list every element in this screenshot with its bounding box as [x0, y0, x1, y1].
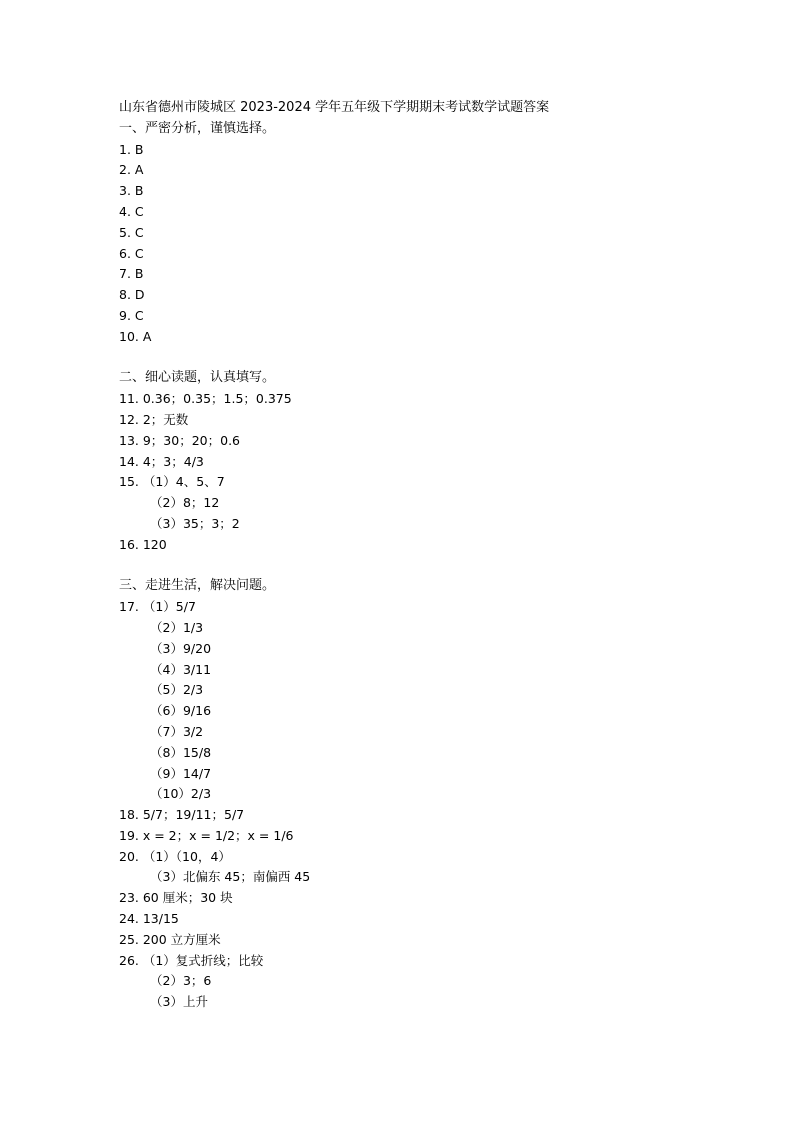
answer-20-1: 20. （1）（10，4） [119, 848, 231, 864]
answer-15-1: 15. （1）4、5、7 [119, 474, 225, 490]
answer-3: 3. B [119, 183, 144, 199]
answer-5: 5. C [119, 224, 144, 240]
section-3-heading: 三、走进生活，解决问题。 [119, 578, 276, 594]
answer-key [119, 98, 719, 1013]
spacer [119, 348, 719, 369]
answer-12: 12. 2；无数 [119, 411, 189, 427]
answer-26-2: （2）3；6 [150, 973, 212, 989]
answer-7: 7. B [119, 266, 144, 282]
answer-16: 16. 120 [119, 536, 167, 552]
answer-25: 25. 200 立方厘米 [119, 931, 221, 947]
answer-17-5: （5）2/3 [150, 682, 204, 698]
answer-17-1: 17. （1）5/7 [119, 599, 196, 615]
answer-17-2: （2）1/3 [150, 619, 204, 635]
answer-24: 24. 13/15 [119, 911, 179, 927]
answer-17-4: （4）3/11 [150, 661, 212, 677]
answer-13: 13. 9；30；20；0.6 [119, 432, 240, 448]
answer-17-8: （8）15/8 [150, 744, 212, 760]
answer-23: 23. 60 厘米；30 块 [119, 890, 233, 906]
answer-4: 4. C [119, 203, 144, 219]
answer-6: 6. C [119, 245, 144, 261]
answer-15-2: （2）8；12 [150, 495, 220, 511]
answer-8: 8. D [119, 287, 145, 303]
answer-10: 10. A [119, 328, 152, 344]
section-2-heading: 二、细心读题，认真填写。 [119, 370, 276, 386]
answer-18: 18. 5/7；19/11；5/7 [119, 807, 245, 823]
answer-26-3: （3）上升 [150, 994, 208, 1010]
answer-15-3: （3）35；3；2 [150, 515, 240, 531]
section-1-heading: 一、严密分析，谨慎选择。 [119, 120, 276, 136]
answer-17-9: （9）14/7 [150, 765, 212, 781]
answer-11: 11. 0.36；0.35；1.5；0.375 [119, 391, 292, 407]
answer-17-10: （10）2/3 [150, 786, 212, 802]
answer-1: 1. B [119, 141, 144, 157]
document-title: 山东省德州市陵城区 2023-2024 学年五年级下学期期末考试数学试题答案 [119, 100, 550, 115]
answer-26-1: 26. （1）复式折线；比较 [119, 952, 264, 968]
answer-17-3: （3）9/20 [150, 640, 212, 656]
answer-17-6: （6）9/16 [150, 703, 212, 719]
answer-9: 9. C [119, 307, 144, 323]
answer-2: 2. A [119, 162, 144, 178]
answer-19: 19. x = 2；x = 1/2；x = 1/6 [119, 827, 294, 843]
answer-20-3: （3）北偏东 45；南偏西 45 [150, 869, 311, 885]
answer-14: 14. 4；3；4/3 [119, 453, 204, 469]
spacer [119, 556, 719, 577]
answer-17-7: （7）3/2 [150, 723, 204, 739]
